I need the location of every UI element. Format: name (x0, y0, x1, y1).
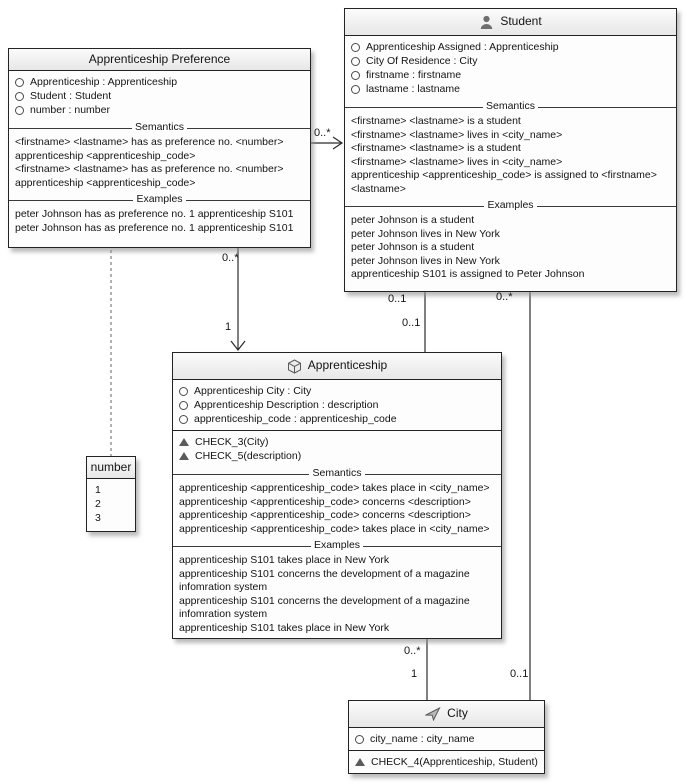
class-city (348, 700, 545, 774)
attribute-circle-icon (15, 78, 24, 87)
type-title-text: number (90, 459, 132, 474)
class-title-text: Apprenticeship Preference (88, 51, 231, 66)
semantics-line: <lastname> (351, 182, 406, 195)
attribute-text: lastname : lastname (366, 83, 460, 95)
multiplicity-label: 1 (225, 321, 232, 333)
example-line: apprenticeship S101 takes place in New York (179, 554, 390, 566)
attributes-compartment (349, 728, 544, 750)
attribute-row (173, 398, 501, 412)
class-title-text: City (447, 706, 468, 721)
check-text: CHECK_3(City) (195, 436, 269, 448)
attribute-text: apprenticeship_code : apprenticeship_code (194, 413, 397, 425)
number-value: 1 (95, 484, 101, 496)
attribute-text: Apprenticeship : Apprenticeship (30, 76, 178, 88)
semantics-line: <firstname> <lastname> lives in <city_name> (351, 155, 563, 168)
semantics-line: <firstname> <lastname> has as preference no. <number> (15, 136, 284, 148)
student-icon (479, 15, 494, 30)
number-value: 2 (95, 498, 101, 510)
attribute-text: Apprenticeship City : City (194, 385, 312, 397)
example-line: peter Johnson lives in New York (351, 254, 500, 267)
check-row (173, 435, 501, 449)
attribute-text: number : number (30, 104, 110, 116)
semantics-line: <firstname> <lastname> has as preference no. <number> (15, 163, 284, 175)
semantics-line: apprenticeship <apprenticeship_code> takes place in <city_name> (179, 522, 490, 535)
separator-label: Examples (313, 539, 361, 552)
class-apprenticeship (172, 352, 502, 639)
multiplicity-label: 0..* (314, 127, 331, 139)
semantics-separator (9, 122, 310, 134)
example-line: peter Johnson is a student (351, 241, 475, 253)
example-line: peter Johnson has as preference no. 1 apprenticeship S101 (15, 221, 294, 234)
attribute-row (9, 103, 310, 117)
attribute-circle-icon (355, 735, 364, 744)
attribute-text: Student : Student (30, 90, 112, 102)
attributes-compartment (345, 36, 676, 100)
attribute-text: firstname : firstname (366, 69, 462, 81)
example-line: apprenticeship S101 is assigned to Peter Johnson (351, 268, 585, 280)
semantics-compartment (345, 114, 676, 199)
multiplicity-label: 0..* (404, 645, 421, 657)
attribute-circle-icon (351, 57, 360, 66)
type-number (86, 456, 136, 532)
check-text: CHECK_4(Apprenticeship, Student) (371, 756, 538, 768)
number-values (87, 479, 135, 529)
separator-label: Semantics (485, 100, 536, 113)
example-line: infomration system (179, 608, 268, 620)
attribute-text: city_name : city_name (370, 733, 475, 745)
attribute-text: Apprenticeship Assigned : Apprenticeship (366, 41, 559, 53)
multiplicity-label: 0..1 (388, 293, 407, 305)
city-cursor-icon (425, 707, 441, 721)
semantics-line: apprenticeship <apprenticeship_code> concerns <description> (179, 509, 471, 521)
class-title (173, 353, 501, 380)
example-line: peter Johnson is a student (351, 214, 475, 226)
attribute-circle-icon (351, 85, 360, 94)
number-value: 3 (95, 512, 101, 524)
separator-label: Semantics (312, 467, 362, 480)
attribute-row (173, 384, 501, 398)
semantics-line: apprenticeship <apprenticeship_code> takes place in <city_name> (179, 482, 490, 494)
examples-compartment (173, 553, 501, 638)
attributes-compartment (9, 71, 310, 121)
attribute-circle-icon (351, 71, 360, 80)
examples-compartment (345, 213, 676, 285)
attribute-circle-icon (15, 92, 24, 101)
separator-label: Examples (487, 199, 534, 212)
multiplicity-label: 0..1 (402, 317, 421, 329)
semantics-line: <firstname> <lastname> lives in <city_name> (351, 128, 563, 141)
check-triangle-icon (179, 438, 189, 446)
semantics-line: apprenticeship <apprenticeship_code> is assigned to <firstname> (351, 169, 657, 181)
attribute-circle-icon (351, 43, 360, 52)
attribute-row (9, 89, 310, 103)
example-line: apprenticeship S101 concerns the development of a magazine (179, 594, 470, 607)
class-title (349, 701, 544, 728)
class-apprenticeship-preference (8, 48, 311, 248)
check-triangle-icon (355, 758, 365, 766)
apprenticeship-cube-icon (287, 359, 302, 374)
check-text: CHECK_5(description) (195, 450, 302, 462)
class-title-text: Apprenticeship (307, 358, 388, 373)
type-title (87, 457, 135, 479)
multiplicity-label: 0..1 (510, 668, 529, 680)
semantics-line: apprenticeship <apprenticeship_code> (15, 176, 196, 189)
attribute-row (9, 75, 310, 89)
checks-compartment (349, 750, 544, 773)
class-student (344, 8, 677, 292)
attribute-row (345, 54, 676, 68)
examples-separator (9, 194, 310, 206)
attribute-row (345, 40, 676, 54)
attribute-circle-icon (179, 415, 188, 424)
attribute-row (349, 732, 544, 746)
multiplicity-label: 0..* (496, 291, 513, 303)
examples-compartment (9, 207, 310, 238)
checks-compartment (173, 430, 501, 467)
semantics-line: <firstname> <lastname> is a student (351, 142, 521, 154)
attribute-row (345, 68, 676, 82)
semantics-line: apprenticeship <apprenticeship_code> concerns <description> (179, 495, 471, 508)
separator-label: Semantics (134, 121, 185, 134)
attribute-circle-icon (179, 401, 188, 410)
class-title-text: Student (500, 14, 542, 29)
semantics-separator (173, 468, 501, 480)
attribute-text: City Of Residence : City (366, 55, 478, 67)
check-triangle-icon (179, 452, 189, 460)
attribute-text: Apprenticeship Description : description (194, 399, 379, 411)
multiplicity-label: 0..* (222, 252, 239, 264)
attribute-row (345, 82, 676, 96)
attribute-circle-icon (15, 106, 24, 115)
example-line: peter Johnson has as preference no. 1 apprenticeship S101 (15, 208, 294, 220)
edge-preference-apprenticeship (231, 232, 245, 350)
example-line: apprenticeship S101 takes place in New York (179, 621, 390, 634)
example-line: infomration system (179, 581, 268, 593)
attribute-circle-icon (179, 387, 188, 396)
example-line: peter Johnson lives in New York (351, 227, 500, 240)
semantics-line: apprenticeship <apprenticeship_code> (15, 149, 196, 162)
attributes-compartment (173, 380, 501, 430)
semantics-line: <firstname> <lastname> is a student (351, 115, 521, 127)
check-row (173, 449, 501, 463)
semantics-separator (345, 101, 676, 113)
examples-separator (345, 200, 676, 212)
attribute-row (173, 412, 501, 426)
semantics-compartment (9, 135, 310, 193)
class-title (345, 9, 676, 36)
multiplicity-label: 1 (411, 668, 418, 680)
semantics-compartment (173, 481, 501, 539)
separator-label: Examples (136, 193, 183, 206)
check-row (349, 755, 544, 769)
examples-separator (173, 540, 501, 552)
class-title (9, 49, 310, 71)
example-line: apprenticeship S101 concerns the development of a magazine (179, 567, 470, 580)
